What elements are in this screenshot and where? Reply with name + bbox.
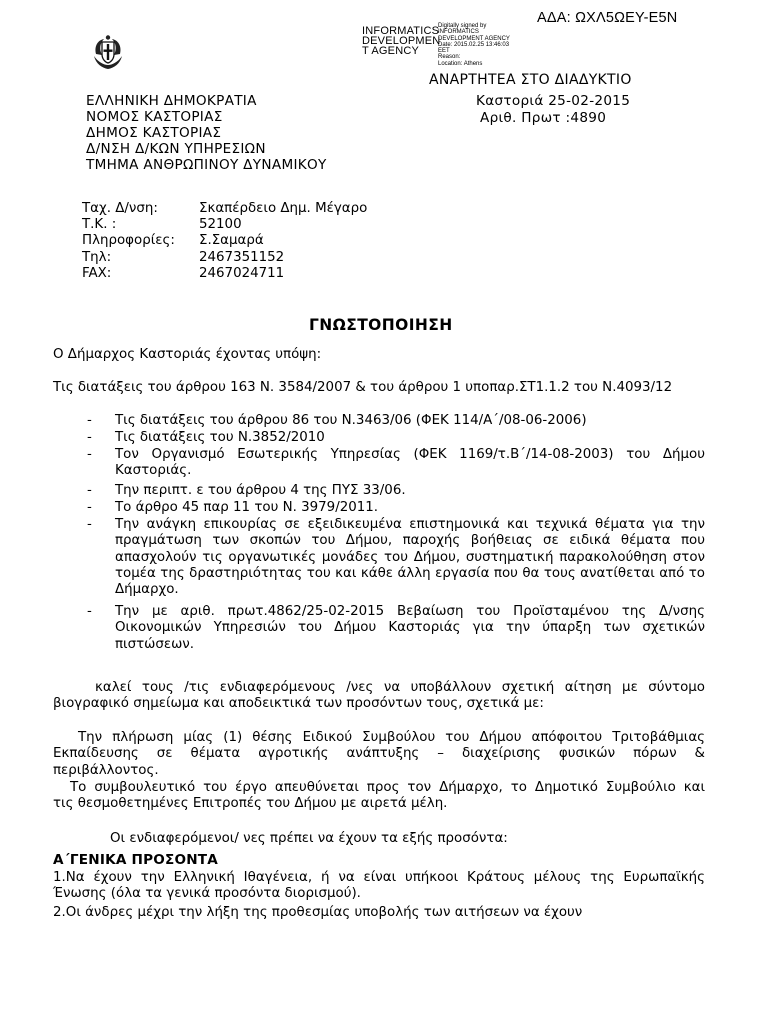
contact-value: 52100	[199, 217, 242, 233]
header-line: ΝΟΜΟΣ ΚΑΣΤΟΡΙΑΣ	[86, 109, 223, 125]
requirement-2: 2.Οι άνδρες μέχρι την λήξη της προθεσμίας υποβολής των αιτήσεων να έχουν	[53, 905, 583, 920]
section-a-heading: Α΄ΓΕΝΙΚΑ ΠΡΟΣΟΝΤΑ	[53, 852, 218, 868]
contact-value: Σ.Σαμαρά	[199, 233, 264, 249]
contact-value: 2467351152	[199, 249, 285, 265]
contact-label: FAX:	[82, 265, 112, 281]
contact-label: Τηλ:	[82, 249, 112, 265]
protocol-number: Αριθ. Πρωτ :4890	[480, 110, 607, 126]
signature-organization: INFORMATICS DEVELOPMEN T AGENCY	[362, 25, 441, 57]
bullet-dash: -	[87, 517, 92, 532]
contact-value: Σκαπέρδειο Δημ. Μέγαρο	[199, 201, 368, 216]
bullet-dash: -	[87, 483, 92, 498]
document-title: ΓΝΩΣΤΟΠΟΙΗΣΗ	[309, 316, 453, 334]
contact-value: 2467024711	[199, 265, 285, 281]
list-item: Τις διατάξεις του άρθρου 86 του Ν.3463/06 (ΦΕΚ 114/Α΄/08-06-2006)	[115, 413, 587, 428]
header-line: Δ/ΝΣΗ Δ/ΚΩΝ ΥΠΗΡΕΣΙΩΝ	[86, 141, 266, 157]
header-line: ΕΛΛΗΝΙΚΗ ΔΗΜΟΚΡΑΤΙΑ	[86, 93, 257, 109]
list-item: Την περιπτ. ε του άρθρου 4 της ΠΥΣ 33/06.	[115, 483, 406, 498]
issuer-header	[86, 93, 327, 173]
requirements-intro: Οι ενδιαφερόμενοι/ νες πρέπει να έχουν τα εξής προσόντα:	[110, 831, 508, 846]
list-item: Τον Οργανισμό Εσωτερικής Υπηρεσίας (ΦΕΚ 1169/τ.Β΄/14-08-2003) του Δήμου Καστοριάς.	[115, 447, 705, 479]
contact-label: Πληροφορίες:	[82, 233, 175, 249]
coat-of-arms-emblem	[90, 34, 126, 76]
contact-label: Ταχ. Δ/νση:	[82, 201, 158, 216]
bullet-dash: -	[87, 604, 92, 619]
bullet-dash: -	[87, 500, 92, 515]
advisor-paragraph: Το συμβουλευτικό του έργο απευθύνεται προς τον Δήμαρχο, το Δημοτικό Συμβούλιο και τις θεσμοθετημένες Επιτροπές του Δήμου με αιρετά μέλη.	[53, 780, 705, 812]
bullet-dash: -	[87, 413, 92, 428]
header-line: ΔΗΜΟΣ ΚΑΣΤΟΡΙΑΣ	[86, 125, 222, 141]
ada-code: ΑΔΑ: ΩΧΛ5ΩΕΥ-Ε5Ν	[537, 10, 678, 26]
list-item: Την ανάγκη επικουρίας σε εξειδικευμένα επιστημονικά και τεχνικά θέματα για την πραγμάτωση των σκοπών του Δήμου, παροχής βοήθειας σε ειδικά θέματα που απασχολούν τις οργανωτικές μονάδες του Δήμου, συστηματική παρακολούθηση στον τομέα της δραστηριότητας του και κάθε άλλη εργασία που θα τους ανατίθεται από το Δήμαρχο.	[115, 517, 705, 598]
provisions-text: Τις διατάξεις του άρθρου 163 Ν. 3584/2007 & του άρθρου 1 υποπαρ.ΣΤ1.1.2 του Ν.4093/12	[53, 380, 673, 395]
contact-block	[82, 201, 368, 282]
requirement-1: 1.Να έχουν την Ελληνική Ιθαγένεια, ή να είναι υπήκοοι Κράτους μέλους της Ευρωπαϊκής Ένωσης (όλα τα γενικά προσόντα διορισμού).	[53, 870, 705, 902]
list-item: Την με αριθ. πρωτ.4862/25-02-2015 Βεβαίωση του Προϊσταμένου της Δ/νσης Οικονομικών Υπηρεσιών του Δήμου Καστοριάς για την ύπαρξη των σχετικών πιστώσεων.	[115, 604, 705, 652]
bullet-dash: -	[87, 430, 92, 445]
position-paragraph: Την πλήρωση μίας (1) θέσης Ειδικού Συμβούλου του Δήμου απόφοιτου Τριτοβάθμιας Εκπαίδευσης σε θέματα αγροτικής ανάπτυξης – διαχείρισης φυσικών πόρων & περιβάλλοντος.	[53, 730, 705, 778]
signature-details: Digitally signed by INFORMATICS DEVELOPMENT AGENCY Date: 2015.02.25 13:46:03 EET Reason: Location: Athens	[438, 23, 510, 67]
intro-text: Ο Δήμαρχος Καστοριάς έχοντας υπόψη:	[53, 347, 322, 362]
list-item: Τις διατάξεις του Ν.3852/2010	[115, 430, 325, 445]
document-date: Καστοριά 25-02-2015	[476, 93, 631, 109]
post-notice: ΑΝΑΡΤΗΤΕΑ ΣΤΟ ΔΙΑΔΥΚΤΙΟ	[429, 72, 632, 88]
bullet-dash: -	[87, 447, 92, 462]
contact-label: Τ.Κ. :	[82, 217, 117, 233]
invite-paragraph: καλεί τους /τις ενδιαφερόμενους /νες να υποβάλλουν σχετική αίτηση με σύντομο βιογραφικό σημείωμα και αποδεικτικά των προσόντων τους, σχετικά με:	[53, 680, 705, 712]
list-item: Το άρθρο 45 παρ 11 του Ν. 3979/2011.	[115, 500, 379, 515]
header-line: ΤΜΗΜΑ ΑΝΘΡΩΠΙΝΟΥ ΔΥΝΑΜΙΚΟΥ	[86, 157, 327, 173]
